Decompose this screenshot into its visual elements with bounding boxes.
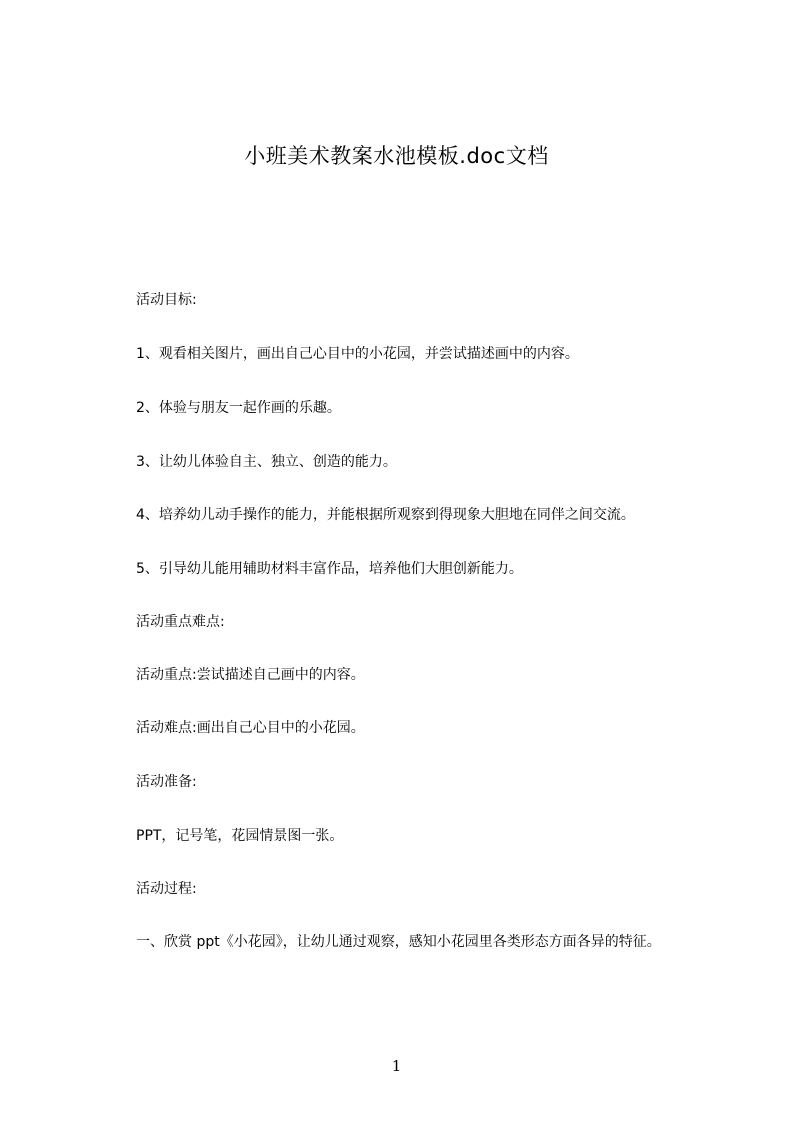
line-preparation: PPT，记号笔，花园情景图一张。	[136, 828, 344, 844]
paragraph-text: 一、欣赏 ppt《小花园》，让幼儿通过观察，感知小花园里各类形态方面各异的特征。	[136, 934, 661, 950]
document-title: 小班美术教案水池模板.doc文档	[244, 144, 549, 168]
page-number: 1	[391, 1057, 402, 1075]
line-preparation-heading: 活动准备:	[136, 774, 197, 790]
line-key-point: 活动重点:尝试描述自己画中的内容。	[136, 667, 365, 683]
line-process-heading: 活动过程:	[136, 881, 197, 897]
line-goal-2: 2、体验与朋友一起作画的乐趣。	[136, 400, 341, 416]
line-activity-goals-heading: 活动目标:	[136, 292, 197, 308]
line-difficulty: 活动难点:画出自己心目中的小花园。	[136, 720, 365, 736]
line-key-points-heading: 活动重点难点:	[136, 614, 225, 630]
line-goal-4: 4、培养幼儿动手操作的能力，并能根据所观察到得现象大胆地在同伴之间交流。	[136, 507, 635, 523]
paragraph-process-step-1	[104, 930, 704, 954]
line-goal-3: 3、让幼儿体验自主、独立、创造的能力。	[136, 454, 397, 470]
line-goal-1: 1、观看相关图片，画出自己心目中的小花园，并尝试描述画中的内容。	[136, 346, 579, 362]
line-goal-5: 5、引导幼儿能用辅助材料丰富作品，培养他们大胆创新能力。	[136, 561, 523, 577]
